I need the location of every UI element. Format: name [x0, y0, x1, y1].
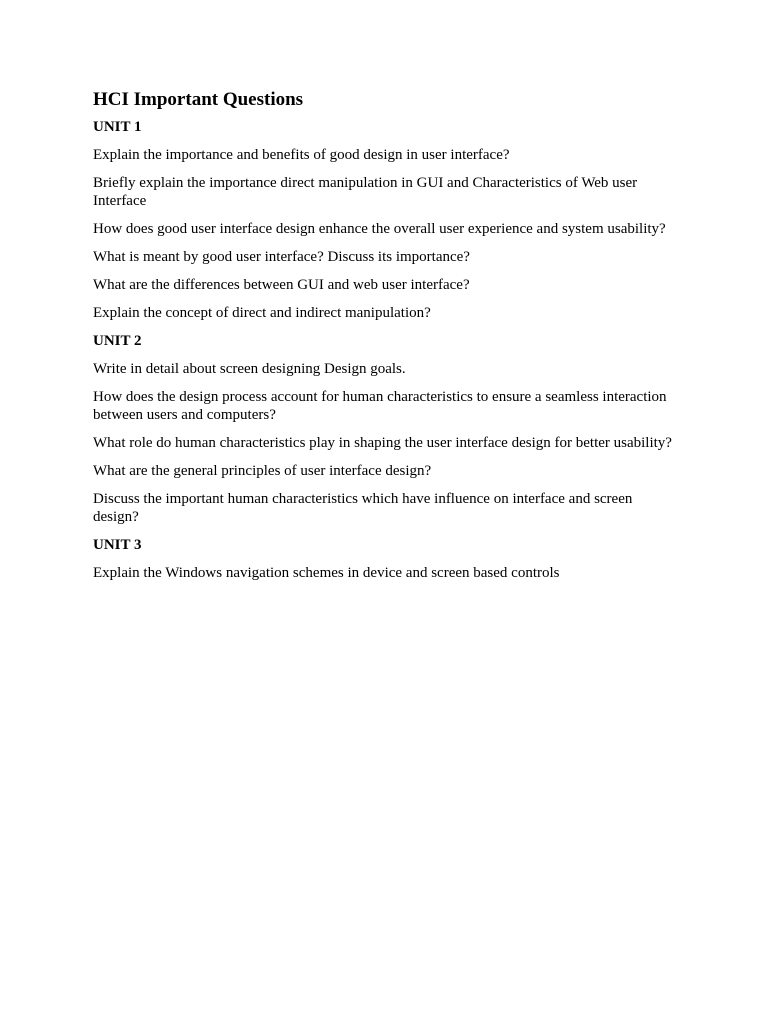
- unit-section-1: [93, 118, 673, 322]
- unit-section-3: [93, 536, 673, 582]
- question-item: What are the differences between GUI and web user interface?: [93, 277, 470, 293]
- question-item: Write in detail about screen designing Design goals.: [93, 361, 406, 377]
- question-item: How does good user interface design enhance the overall user experience and system usability?: [93, 221, 666, 237]
- question-item: Discuss the important human characteristics which have influence on interface and screen design?: [93, 491, 633, 525]
- unit-heading: UNIT 1: [93, 119, 142, 135]
- question-item: Explain the concept of direct and indirect manipulation?: [93, 305, 431, 321]
- unit-heading: UNIT 3: [93, 537, 142, 553]
- question-item: What are the general principles of user interface design?: [93, 463, 432, 479]
- document-page: [93, 88, 673, 592]
- question-item: What role do human characteristics play in shaping the user interface design for better usability?: [93, 435, 672, 451]
- question-item: Explain the importance and benefits of good design in user interface?: [93, 147, 510, 163]
- question-item: Briefly explain the importance direct manipulation in GUI and Characteristics of Web user Interface: [93, 175, 638, 209]
- page-title: HCI Important Questions: [93, 89, 304, 110]
- question-item: How does the design process account for human characteristics to ensure a seamless interaction between users and computers?: [93, 389, 667, 423]
- unit-section-2: [93, 332, 673, 526]
- question-item: What is meant by good user interface? Discuss its importance?: [93, 249, 470, 265]
- question-item: Explain the Windows navigation schemes in device and screen based controls: [93, 565, 560, 581]
- unit-heading: UNIT 2: [93, 333, 142, 349]
